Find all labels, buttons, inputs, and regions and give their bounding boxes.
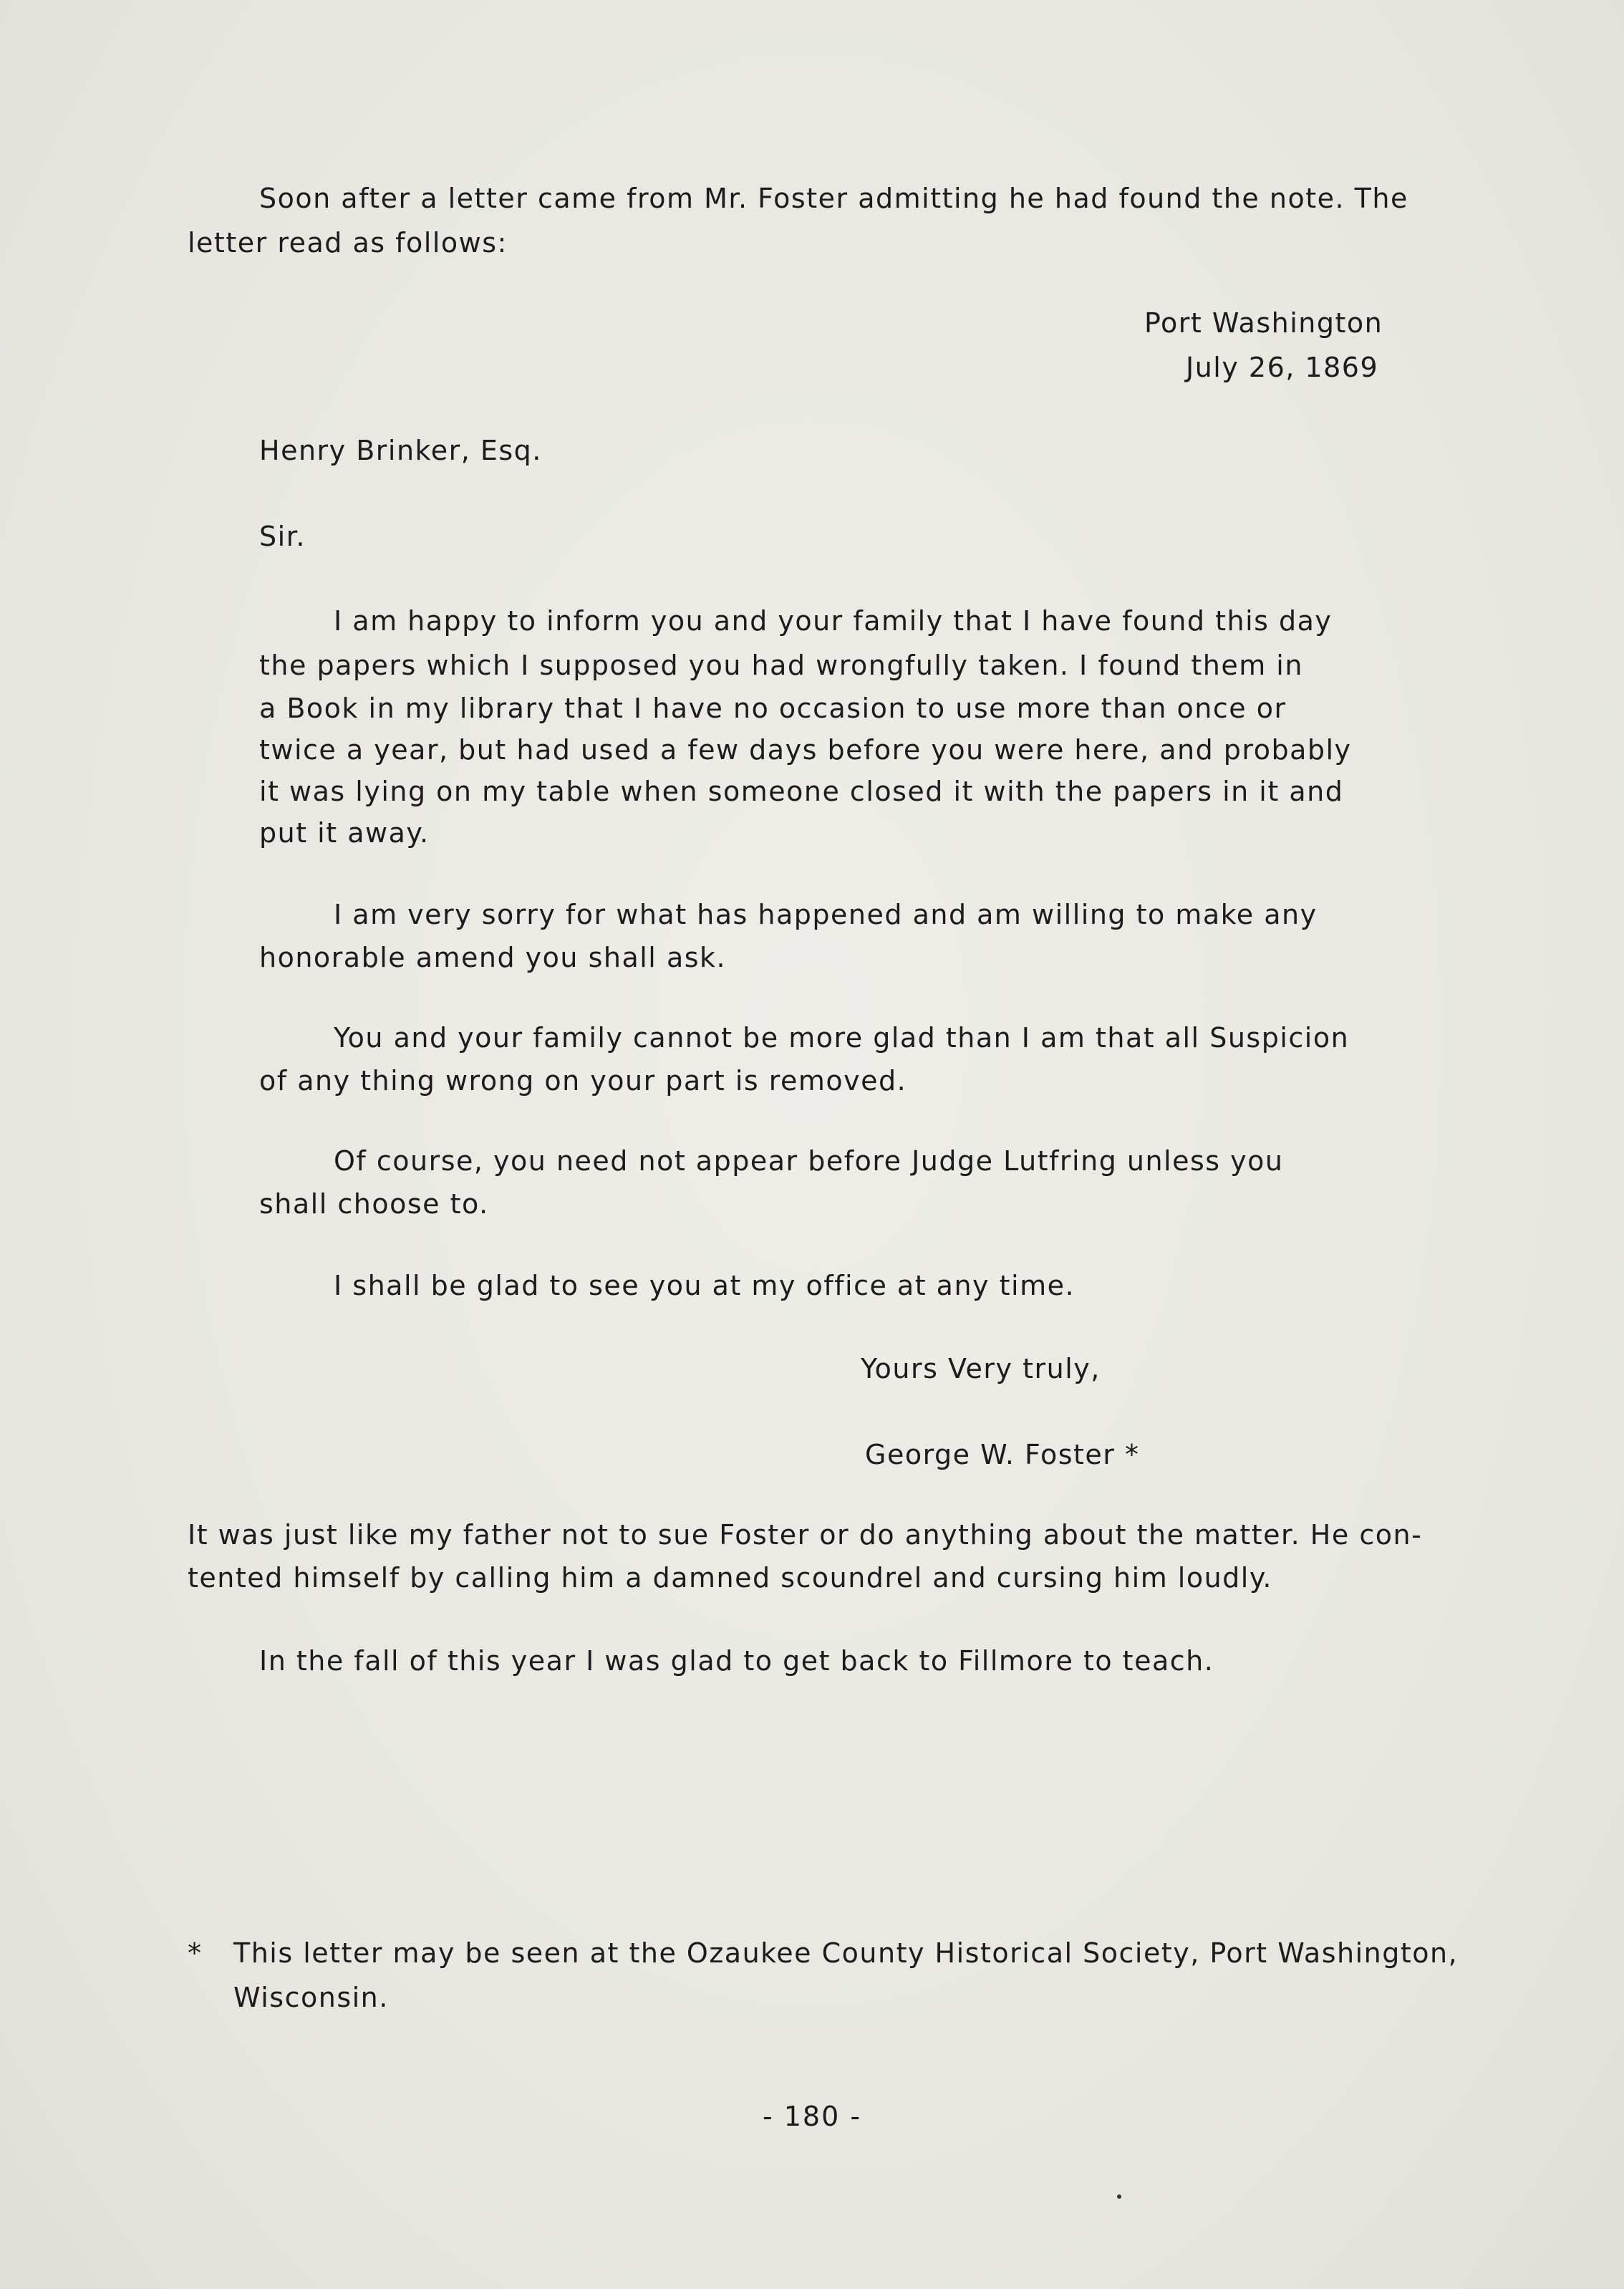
footnote-mark: * [188,1937,201,1969]
body-para1-line6: put it away. [259,817,430,849]
intro-line-1: Soon after a letter came from Mr. Foster admitting he had found the note. The [259,183,1408,214]
body-para1-line5: it was lying on my table when someone closed it with the papers in it and [259,776,1344,807]
body-para1-line3: a Book in my library that I have no occasion to use more than once or [259,693,1287,724]
stray-ink-mark [1117,2194,1121,2199]
body-para3-line2: of any thing wrong on your part is removed. [259,1065,907,1097]
intro-line-2: letter read as follows: [188,227,508,259]
page-number: - 180 - [762,2101,862,2132]
body-para4-line2: shall choose to. [259,1188,489,1220]
valediction: Yours Very truly, [861,1353,1101,1384]
body-para2-line1: I am very sorry for what has happened and am willing to make any [334,899,1318,930]
body-para5: I shall be glad to see you at my office at any time. [334,1270,1076,1301]
recipient: Henry Brinker, Esq. [259,435,542,466]
narrative-para1-line2: tented himself by calling him a damned scoundrel and cursing him loudly. [188,1562,1273,1594]
footnote-line-1: This letter may be seen at the Ozaukee County Historical Society, Port Washington, [233,1937,1459,1969]
narrative-para1-line1: It was just like my father not to sue Foster or do anything about the matter. He con- [188,1519,1423,1551]
body-para2-line2: honorable amend you shall ask. [259,942,727,973]
body-para4-line1: Of course, you need not appear before Judge Lutfring unless you [334,1145,1284,1177]
body-para1-line2: the papers which I supposed you had wrongfully taken. I found them in [259,650,1303,681]
signature: George W. Foster * [865,1439,1140,1470]
footnote-line-2: Wisconsin. [233,1982,389,2013]
narrative-para2: In the fall of this year I was glad to get back to Fillmore to teach. [259,1645,1214,1677]
letter-date: July 26, 1869 [1186,352,1379,383]
salutation: Sir. [259,521,306,552]
body-para1-line4: twice a year, but had used a few days before you were here, and probably [259,734,1352,766]
letter-place: Port Washington [1144,307,1383,339]
body-para3-line1: You and your family cannot be more glad than I am that all Suspicion [334,1022,1350,1054]
body-para1-line1: I am happy to inform you and your family that I have found this day [334,605,1333,637]
